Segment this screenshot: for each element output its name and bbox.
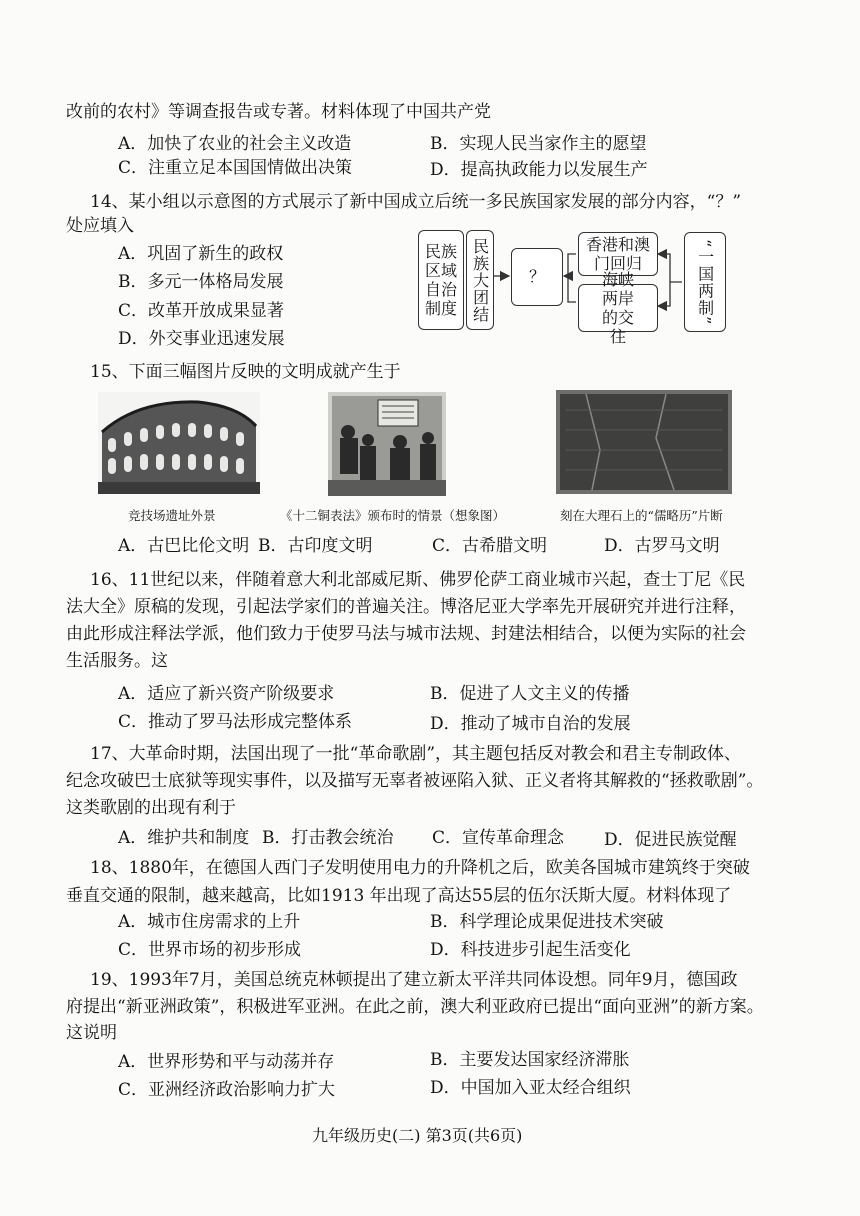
q15-option-d: D．古罗马文明: [604, 536, 720, 556]
q17-option-a: A．维护共和制度: [118, 828, 250, 848]
caption-twelve-tables: 《十二铜表法》颁布时的情景（想象图）: [280, 508, 506, 523]
q13-option-d: D．提高执政能力以发展生产: [430, 160, 648, 180]
q13-option-b: B．实现人民当家作主的愿望: [430, 134, 647, 154]
q14-stem-line2: 处应填入: [66, 216, 134, 236]
q18-line1: 18、1880年，在德国人西门子发明使用电力的升降机之后，欧美各国城市建筑终于突破: [90, 858, 750, 878]
q18-option-d: D．科技进步引起生活变化: [430, 940, 631, 960]
q13-tail-line: 改前的农村》等调查报告或专著。材料体现了中国共产党: [66, 102, 491, 122]
q17-line2: 纪念攻破巴士底狱等现实事件，以及描写无辜者被诬陷入狱、正义者将其解救的“拯救歌剧”。: [66, 771, 764, 791]
diagram-box-autonomy: 民族区域自治制度: [418, 230, 464, 330]
diagram-arrows: [418, 228, 738, 336]
q16-option-c: C．推动了罗马法形成完整体系: [118, 712, 353, 732]
diagram-box-one-country: “一国两制”: [684, 232, 726, 332]
q17-line1: 17、大革命时期，法国出现了一批“革命歌剧”，其主题包括反对教会和君主专制政体、: [90, 744, 742, 764]
q13-option-a: A．加快了农业的社会主义改造: [118, 134, 352, 154]
q19-line2: 府提出“新亚洲政策”，积极进军亚洲。在此之前，澳大利亚政府已提出“面向亚洲”的新方案。: [66, 997, 764, 1017]
q13-option-c: C．注重立足本国国情做出决策: [118, 158, 353, 178]
q17-option-d: D．促进民族觉醒: [604, 830, 737, 850]
q19-line3: 这说明: [66, 1023, 117, 1043]
caption-colosseum: 竞技场遗址外景: [128, 508, 216, 523]
q17-line3: 这类歌剧的出现有利于: [66, 798, 236, 818]
q19-option-d: D．中国加入亚太经合组织: [430, 1078, 631, 1098]
q14-option-a: A．巩固了新生的政权: [118, 244, 284, 264]
q18-option-c: C．世界市场的初步形成: [118, 940, 302, 960]
q19-option-a: A．世界形势和平与动荡并存: [118, 1052, 335, 1072]
q18-option-a: A．城市住房需求的上升: [118, 912, 301, 932]
q19-option-b: B．主要发达国家经济滞胀: [430, 1050, 630, 1070]
caption-julian-calendar: 刻在大理石上的“儒略历”片断: [560, 508, 723, 523]
q16-option-b: B．促进了人文主义的传播: [430, 684, 630, 704]
q14-option-c: C．改革开放成果显著: [118, 301, 285, 321]
julian-calendar-image: [556, 390, 732, 494]
q14-stem-line1: 14、某小组以示意图的方式展示了新中国成立后统一多民族国家发展的部分内容，“？”: [90, 192, 742, 212]
q18-option-b: B．科学理论成果促进技术突破: [430, 912, 664, 932]
q19-line1: 19、1993年7月，美国总统克林顿提出了建立新太平洋共同体设想。同年9月，德国政: [90, 970, 738, 990]
page-footer: 九年级历史(二) 第3页(共6页): [312, 1126, 523, 1145]
colosseum-image: [98, 392, 260, 494]
q15-option-c: C．古希腊文明: [432, 536, 548, 556]
diagram-box-unity: 民族大团结: [466, 230, 494, 330]
q17-option-c: C．宣传革命理念: [432, 828, 565, 848]
diagram-box-strait: 海峡两岸的交往: [578, 284, 658, 332]
q14-option-b: B．多元一体格局发展: [118, 272, 284, 292]
q17-option-b: B．打击教会统治: [262, 828, 394, 848]
q18-line2: 垂直交通的限制，越来越高，比如1913 年出现了高达55层的伍尔沃斯大厦。材料体现了: [66, 886, 732, 906]
q19-option-c: C．亚洲经济政治影响力扩大: [118, 1080, 336, 1100]
diagram-box-hk-macao: 香港和澳门回归: [578, 232, 658, 276]
q16-line3: 由此形成注释法学派，他们致力于使罗马法与城市法规、封建法相结合，以便为实际的社会: [66, 624, 746, 644]
q14-diagram: [418, 228, 738, 347]
q16-option-a: A．适应了新兴资产阶级要求: [118, 684, 335, 704]
q16-option-d: D．推动了城市自治的发展: [430, 714, 631, 734]
q15-stem: 15、下面三幅图片反映的文明成就产生于: [90, 362, 401, 382]
q16-line4: 生活服务。这: [66, 651, 168, 671]
q14-option-d: D．外交事业迅速发展: [118, 329, 285, 349]
diagram-box-question: ？: [511, 248, 563, 306]
twelve-tables-image: [328, 392, 446, 496]
q16-line2: 法大全》原稿的发现，引起法学家们的普遍关注。博洛尼亚大学率先开展研究并进行注释，: [66, 597, 746, 617]
q15-option-a: A．古巴比伦文明: [118, 536, 250, 556]
q16-line1: 16、11世纪以来，伴随着意大利北部威尼斯、佛罗伦萨工商业城市兴起，查士丁尼《民: [90, 570, 746, 590]
q15-option-b: B．古印度文明: [258, 536, 373, 556]
